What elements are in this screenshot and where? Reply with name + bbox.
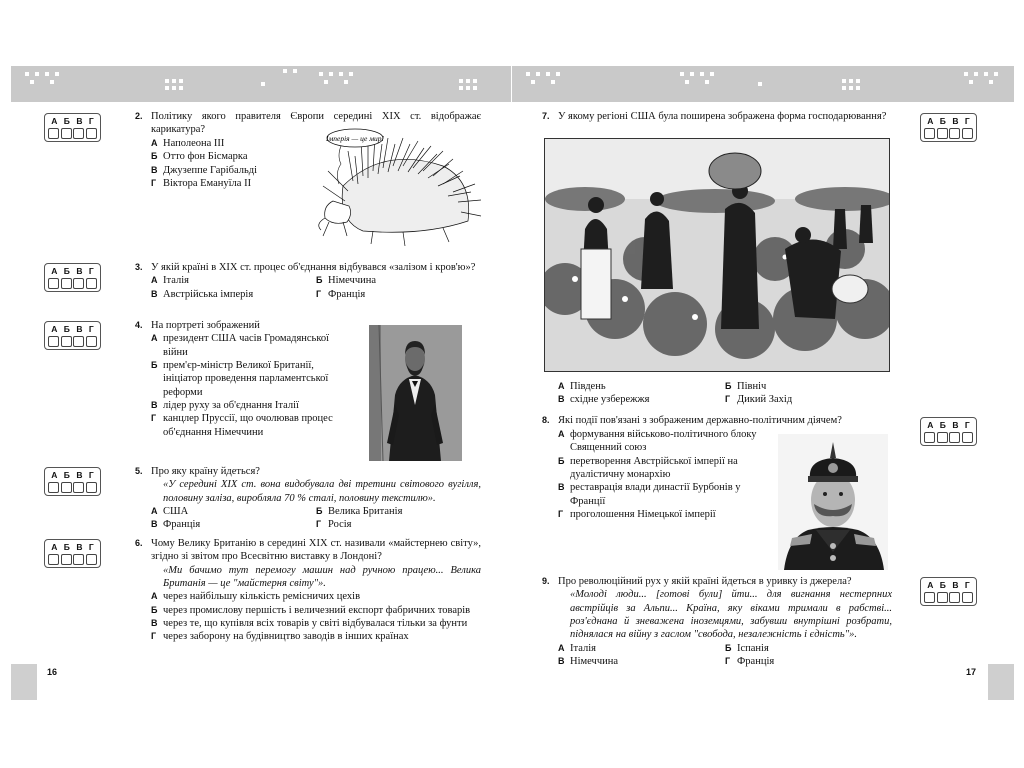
page-tab-right bbox=[988, 664, 1014, 700]
question-number: 8. bbox=[542, 415, 550, 425]
answer-box-q8: А Б В Г bbox=[920, 417, 977, 446]
option-b[interactable]: Б Отто фон Бісмарка bbox=[151, 151, 248, 163]
question-text: На портреті зображений bbox=[151, 320, 260, 331]
question-text: У якій країні в XIX ст. процес об'єднання відбувався «залізом і кров'ю»? bbox=[151, 262, 476, 273]
source-quote: «Ми бачимо тут перемогу машин над ручною працею... Велика Британія — це "майстерня світу"». bbox=[163, 564, 481, 589]
option-a[interactable]: А президент США часів Громадянської війни bbox=[151, 333, 330, 358]
question-text: Які події пов'язані з зображеним державно-політичним діячем? bbox=[558, 415, 842, 426]
question-number: 6. bbox=[135, 538, 143, 548]
answer-box-q7: А Б В Г bbox=[920, 113, 977, 142]
answer-cell-g[interactable] bbox=[86, 554, 97, 565]
question-text: У якому регіоні США була поширена зображена форма господарювання? bbox=[558, 111, 887, 122]
option-g[interactable]: Г через заборону на будівництво заводів в інших країнах bbox=[151, 631, 409, 643]
answer-cell-v[interactable] bbox=[73, 278, 84, 289]
option-b[interactable]: Б Іспанія bbox=[725, 642, 769, 654]
question-number: 2. bbox=[135, 111, 143, 121]
answer-cell-b[interactable] bbox=[937, 128, 948, 139]
answer-cell-b[interactable] bbox=[937, 432, 948, 443]
answer-box-q4: А Б В Г bbox=[44, 321, 101, 350]
question-3 bbox=[135, 261, 481, 301]
answer-cell-v[interactable] bbox=[73, 554, 84, 565]
answer-cell-b[interactable] bbox=[937, 592, 948, 603]
option-v[interactable]: В через те, що купівля всіх товарів у світі відбувалася тільки за фунти bbox=[151, 617, 468, 629]
option-b[interactable]: Б прем'єр-міністр Великої Британії, ініціатор проведення парламентської реформи bbox=[151, 359, 329, 398]
source-quote: «У середині XIX ст. вона видобувала дві третини світового вугілля, половину заліза, виробляла 70 % сталі, половину текстилю». bbox=[163, 479, 481, 504]
answer-cell-a[interactable] bbox=[924, 432, 935, 443]
cotton-plantation-engraving bbox=[544, 138, 890, 372]
answer-cell-b[interactable] bbox=[61, 278, 72, 289]
answer-box-q9: А Б В Г bbox=[920, 577, 977, 606]
option-v[interactable]: В реставрація влади династії Бурбонів у Франції bbox=[558, 482, 741, 507]
answer-cell-b[interactable] bbox=[61, 482, 72, 493]
option-g[interactable]: Г Віктора Емануїла ІІ bbox=[151, 177, 252, 189]
answer-cell-a[interactable] bbox=[48, 336, 59, 347]
option-v[interactable]: В східне узбережжя bbox=[558, 394, 650, 406]
option-g[interactable]: Г канцлер Пруссії, що очолював процес об'єднання Німеччини bbox=[151, 413, 333, 438]
question-number: 5. bbox=[135, 466, 143, 476]
option-v[interactable]: В Австрійська імперія bbox=[151, 288, 254, 300]
page-header-band bbox=[11, 66, 511, 102]
option-g[interactable]: Г Франція bbox=[725, 655, 775, 667]
answer-cell-a[interactable] bbox=[48, 554, 59, 565]
answer-cell-g[interactable] bbox=[86, 128, 97, 139]
answer-cell-v[interactable] bbox=[73, 128, 84, 139]
bismarck-portrait bbox=[778, 434, 888, 570]
option-g[interactable]: Г Росія bbox=[316, 519, 352, 531]
answer-cell-g[interactable] bbox=[86, 336, 97, 347]
answer-cell-b[interactable] bbox=[61, 554, 72, 565]
page-number: 17 bbox=[965, 666, 976, 677]
right-page bbox=[512, 66, 1014, 704]
option-a[interactable]: А через найбільшу кількість ремісничих цехів bbox=[151, 591, 361, 603]
answer-cell-a[interactable] bbox=[48, 482, 59, 493]
answer-cell-g[interactable] bbox=[86, 278, 97, 289]
answer-cell-a[interactable] bbox=[924, 592, 935, 603]
answer-box-q6: А Б В Г bbox=[44, 539, 101, 568]
question-number: 3. bbox=[135, 262, 143, 272]
question-8 bbox=[542, 414, 892, 427]
option-a[interactable]: А Італія bbox=[151, 275, 189, 287]
question-6 bbox=[135, 537, 481, 644]
option-g[interactable]: Г Франція bbox=[316, 288, 366, 300]
option-a[interactable]: А формування військово-політичного блоку Священний союз bbox=[558, 429, 757, 454]
question-text: Чому Велику Британію в середині XIX ст. називали «майстернею світу», згідно зі звітом про Всесвітню виставку в Лондоні? bbox=[151, 538, 481, 563]
answer-box-q5: А Б В Г bbox=[44, 467, 101, 496]
option-v[interactable]: В Джузеппе Гарібальді bbox=[151, 164, 258, 176]
answer-cell-a[interactable] bbox=[924, 128, 935, 139]
option-b[interactable]: Б Німеччина bbox=[316, 275, 377, 287]
answer-box-q3: А Б В Г bbox=[44, 263, 101, 292]
option-g[interactable]: Г проголошення Німецької імперії bbox=[558, 508, 716, 520]
answer-cell-v[interactable] bbox=[949, 432, 960, 443]
answer-cell-v[interactable] bbox=[73, 336, 84, 347]
lincoln-portrait bbox=[369, 325, 462, 461]
question-7 bbox=[542, 110, 892, 123]
answer-cell-v[interactable] bbox=[949, 592, 960, 603]
answer-cell-v[interactable] bbox=[73, 482, 84, 493]
option-a[interactable]: А Наполеона ІІІ bbox=[151, 138, 225, 149]
question-5 bbox=[135, 465, 481, 532]
left-page bbox=[11, 66, 511, 704]
page-tab-left bbox=[11, 664, 37, 700]
answer-cell-g[interactable] bbox=[962, 432, 973, 443]
answer-cell-g[interactable] bbox=[86, 482, 97, 493]
answer-cell-g[interactable] bbox=[962, 592, 973, 603]
question-number: 4. bbox=[135, 320, 143, 330]
question-text: Про яку країну йдеться? bbox=[151, 466, 260, 477]
porcupine-cartoon bbox=[303, 126, 485, 250]
option-v[interactable]: В Франція bbox=[151, 519, 201, 531]
question-2-options bbox=[135, 137, 300, 190]
svg-text:Імперія — це мир!: Імперія — це мир! bbox=[325, 134, 385, 143]
answer-cell-g[interactable] bbox=[962, 128, 973, 139]
option-b[interactable]: Б через промислову першість і величезний експорт фабричних товарів bbox=[151, 604, 471, 616]
question-number: 9. bbox=[542, 576, 550, 586]
page-header-band bbox=[512, 66, 1014, 102]
option-a[interactable]: А Італія bbox=[558, 642, 596, 654]
question-8-options bbox=[542, 428, 764, 521]
option-a[interactable]: А США bbox=[151, 505, 189, 517]
question-number: 7. bbox=[542, 111, 550, 121]
option-v[interactable]: В Німеччина bbox=[558, 655, 619, 667]
option-g[interactable]: Г Дикий Захід bbox=[725, 394, 793, 406]
answer-cell-b[interactable] bbox=[61, 336, 72, 347]
option-b[interactable]: Б перетворення Австрійської імперії на дуалістичну монархію bbox=[558, 455, 738, 480]
source-quote: «Молоді люди... [готові були] йти... для вигнання нестерпних австрійців за Альпи... Країна, яку віками тримали в рабстві... роз'єднана й зневажена іноземцями, забувши внутрішні розбрати, піднялася на війну з гаслом "свобода, незалежність і єдність"». bbox=[570, 589, 892, 641]
answer-cell-a[interactable] bbox=[48, 128, 59, 139]
option-b[interactable]: Б Велика Британія bbox=[316, 505, 403, 517]
question-text: Політику якого правителя Європи середині XIX ст. відображає карикатура? bbox=[151, 111, 481, 136]
question-text: Про революційний рух у якій країні йдеться в уривку із джерела? bbox=[558, 576, 852, 587]
answer-cell-b[interactable] bbox=[61, 128, 72, 139]
page-number: 16 bbox=[47, 666, 58, 677]
answer-cell-a[interactable] bbox=[48, 278, 59, 289]
answer-box-q2: А Б В Г bbox=[44, 113, 101, 142]
option-b[interactable]: Б Північ bbox=[725, 381, 767, 392]
question-4 bbox=[135, 319, 350, 439]
question-7-options bbox=[542, 380, 892, 407]
question-9 bbox=[542, 575, 892, 668]
option-v[interactable]: В лідер руху за об'єднання Італії bbox=[151, 399, 299, 411]
option-a[interactable]: А Південь bbox=[558, 381, 606, 392]
answer-cell-v[interactable] bbox=[949, 128, 960, 139]
